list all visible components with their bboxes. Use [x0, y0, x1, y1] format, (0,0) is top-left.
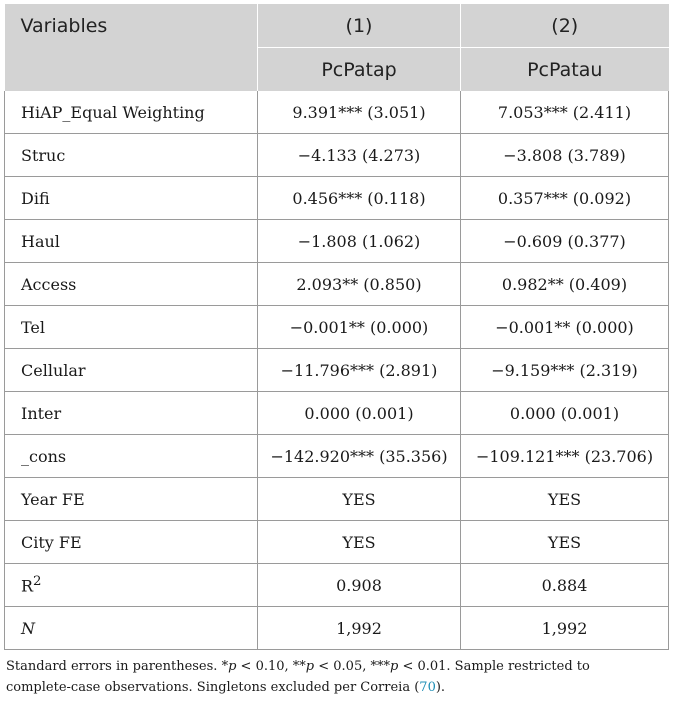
header-col2-dep: PcPatau	[461, 48, 669, 92]
table-row	[5, 349, 669, 392]
header-col2-number: (2)	[461, 4, 669, 48]
r2-superscript: 2	[33, 574, 42, 590]
cell-col1: 2.093** (0.850)	[258, 263, 461, 306]
notes-line2-end: ).	[435, 680, 446, 695]
notes-p-symbol: p	[228, 659, 237, 674]
header-blank	[5, 48, 258, 92]
cell-col1: 0.908	[258, 564, 461, 607]
row-label: City FE	[5, 521, 258, 564]
cell-col1: YES	[258, 521, 461, 564]
row-label: HiAP_Equal Weighting	[5, 91, 258, 134]
table-row	[5, 306, 669, 349]
cell-col2: 7.053*** (2.411)	[461, 91, 669, 134]
cell-col2: −9.159*** (2.319)	[461, 349, 669, 392]
n-row	[5, 607, 669, 650]
cell-col2: 0.884	[461, 564, 669, 607]
r2-label: R	[21, 576, 34, 596]
table-row	[5, 478, 669, 521]
cell-col1: 9.391*** (3.051)	[258, 91, 461, 134]
cell-col1: −1.808 (1.062)	[258, 220, 461, 263]
cell-col2: −3.808 (3.789)	[461, 134, 669, 177]
row-label: Cellular	[5, 349, 258, 392]
cell-col1: 0.456*** (0.118)	[258, 177, 461, 220]
row-label: Struc	[5, 134, 258, 177]
table-row	[5, 177, 669, 220]
row-label: Haul	[5, 220, 258, 263]
row-label: Tel	[5, 306, 258, 349]
table-row	[5, 435, 669, 478]
regression-table	[4, 4, 669, 650]
header-row-dependent	[5, 48, 669, 92]
cell-col2: −0.001** (0.000)	[461, 306, 669, 349]
table-row	[5, 392, 669, 435]
r2-row	[5, 564, 669, 607]
cell-col1: −142.920*** (35.356)	[258, 435, 461, 478]
table-row	[5, 134, 669, 177]
table-row	[5, 91, 669, 134]
cell-col2: YES	[461, 521, 669, 564]
cell-col2: 0.982** (0.409)	[461, 263, 669, 306]
notes-threshold-3: < 0.01. Sample restricted to	[398, 659, 590, 674]
cell-col2: 0.357*** (0.092)	[461, 177, 669, 220]
header-col1-dep: PcPatap	[258, 48, 461, 92]
cell-col1: 0.000 (0.001)	[258, 392, 461, 435]
cell-col1: YES	[258, 478, 461, 521]
cell-col2: −0.609 (0.377)	[461, 220, 669, 263]
row-label: _cons	[5, 435, 258, 478]
notes-p-symbol: p	[389, 659, 399, 674]
row-label: Year FE	[5, 478, 258, 521]
cell-col2: −109.121*** (23.706)	[461, 435, 669, 478]
cell-col1: −11.796*** (2.891)	[258, 349, 461, 392]
header-variables: Variables	[5, 4, 258, 48]
reference-link[interactable]: 70	[419, 680, 436, 695]
table-row	[5, 220, 669, 263]
notes-p-symbol: p	[305, 659, 315, 674]
notes-threshold-2: < 0.05, ***	[314, 659, 390, 674]
cell-col2: 1,992	[461, 607, 669, 650]
regression-table-container	[4, 4, 668, 650]
table-notes	[6, 656, 666, 698]
notes-line2-start: complete-case observations. Singletons excluded per Correia (	[6, 680, 420, 695]
header-col1-number: (1)	[258, 4, 461, 48]
row-label: Inter	[5, 392, 258, 435]
row-label-n: N	[5, 607, 258, 650]
notes-threshold-1: < 0.10, **	[236, 659, 306, 674]
notes-line1-start: Standard errors in parentheses. *	[6, 659, 229, 674]
cell-col2: YES	[461, 478, 669, 521]
row-label: Access	[5, 263, 258, 306]
cell-col1: 1,992	[258, 607, 461, 650]
cell-col2: 0.000 (0.001)	[461, 392, 669, 435]
header-row-numbers	[5, 4, 669, 48]
row-label-r2	[5, 564, 258, 607]
cell-col1: −4.133 (4.273)	[258, 134, 461, 177]
table-row	[5, 263, 669, 306]
table-row	[5, 521, 669, 564]
row-label: Difi	[5, 177, 258, 220]
cell-col1: −0.001** (0.000)	[258, 306, 461, 349]
